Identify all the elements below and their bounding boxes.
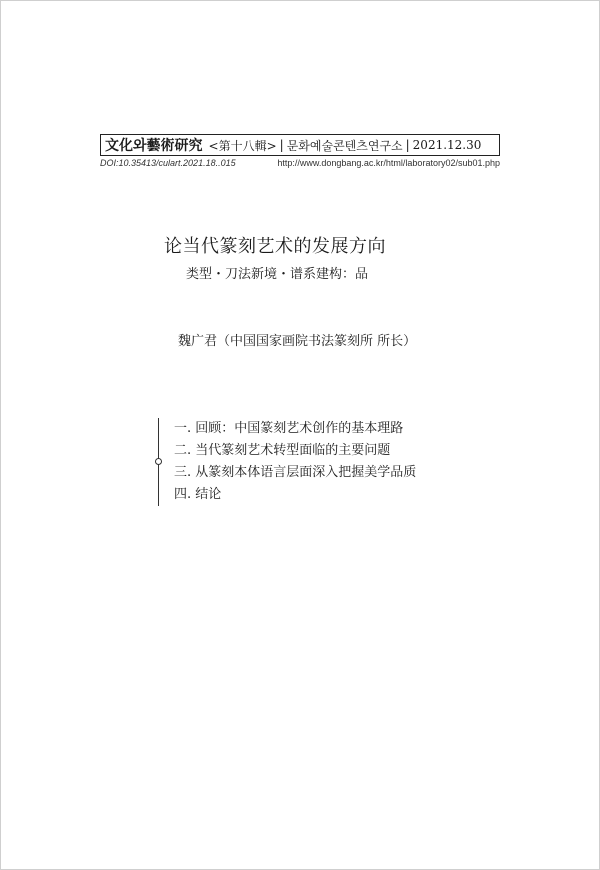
toc-item: 二. 当代篆刻艺术转型面临的主要问题 bbox=[174, 443, 391, 458]
source-url: http://www.dongbang.ac.kr/html/laboratory02/sub01.php bbox=[277, 158, 500, 168]
article-author: 魏广君（中国国家画院书法篆刻所 所长） bbox=[178, 334, 417, 349]
journal-name: 문화예술콘텐츠연구소 bbox=[286, 138, 403, 153]
journal-issue: <第十八輯> bbox=[208, 138, 277, 153]
toc-item: 三. 从篆刻本体语言层面深入把握美学品质 bbox=[174, 465, 417, 480]
journal-date: 2021.12.30 bbox=[412, 138, 482, 152]
toc-item: 一. 回顾：中国篆刻艺术创作的基本理路 bbox=[174, 421, 404, 436]
table-of-contents bbox=[158, 418, 458, 508]
journal-logo: 文化와藝術研究 bbox=[105, 138, 203, 154]
journal-header bbox=[100, 134, 500, 156]
header-separator: | bbox=[405, 138, 410, 152]
doi-line bbox=[100, 158, 500, 168]
header-separator: | bbox=[279, 138, 284, 152]
toc-dot-icon bbox=[155, 458, 162, 465]
toc-item: 四. 结论 bbox=[174, 487, 222, 502]
toc-list bbox=[174, 418, 416, 506]
doi-text: DOI:10.35413/culart.2021.18..015 bbox=[100, 158, 236, 168]
article-subtitle: 类型・刀法新境・谱系建构：品 bbox=[186, 267, 369, 282]
article-title: 论当代篆刻艺术的发展方向 bbox=[164, 236, 386, 257]
